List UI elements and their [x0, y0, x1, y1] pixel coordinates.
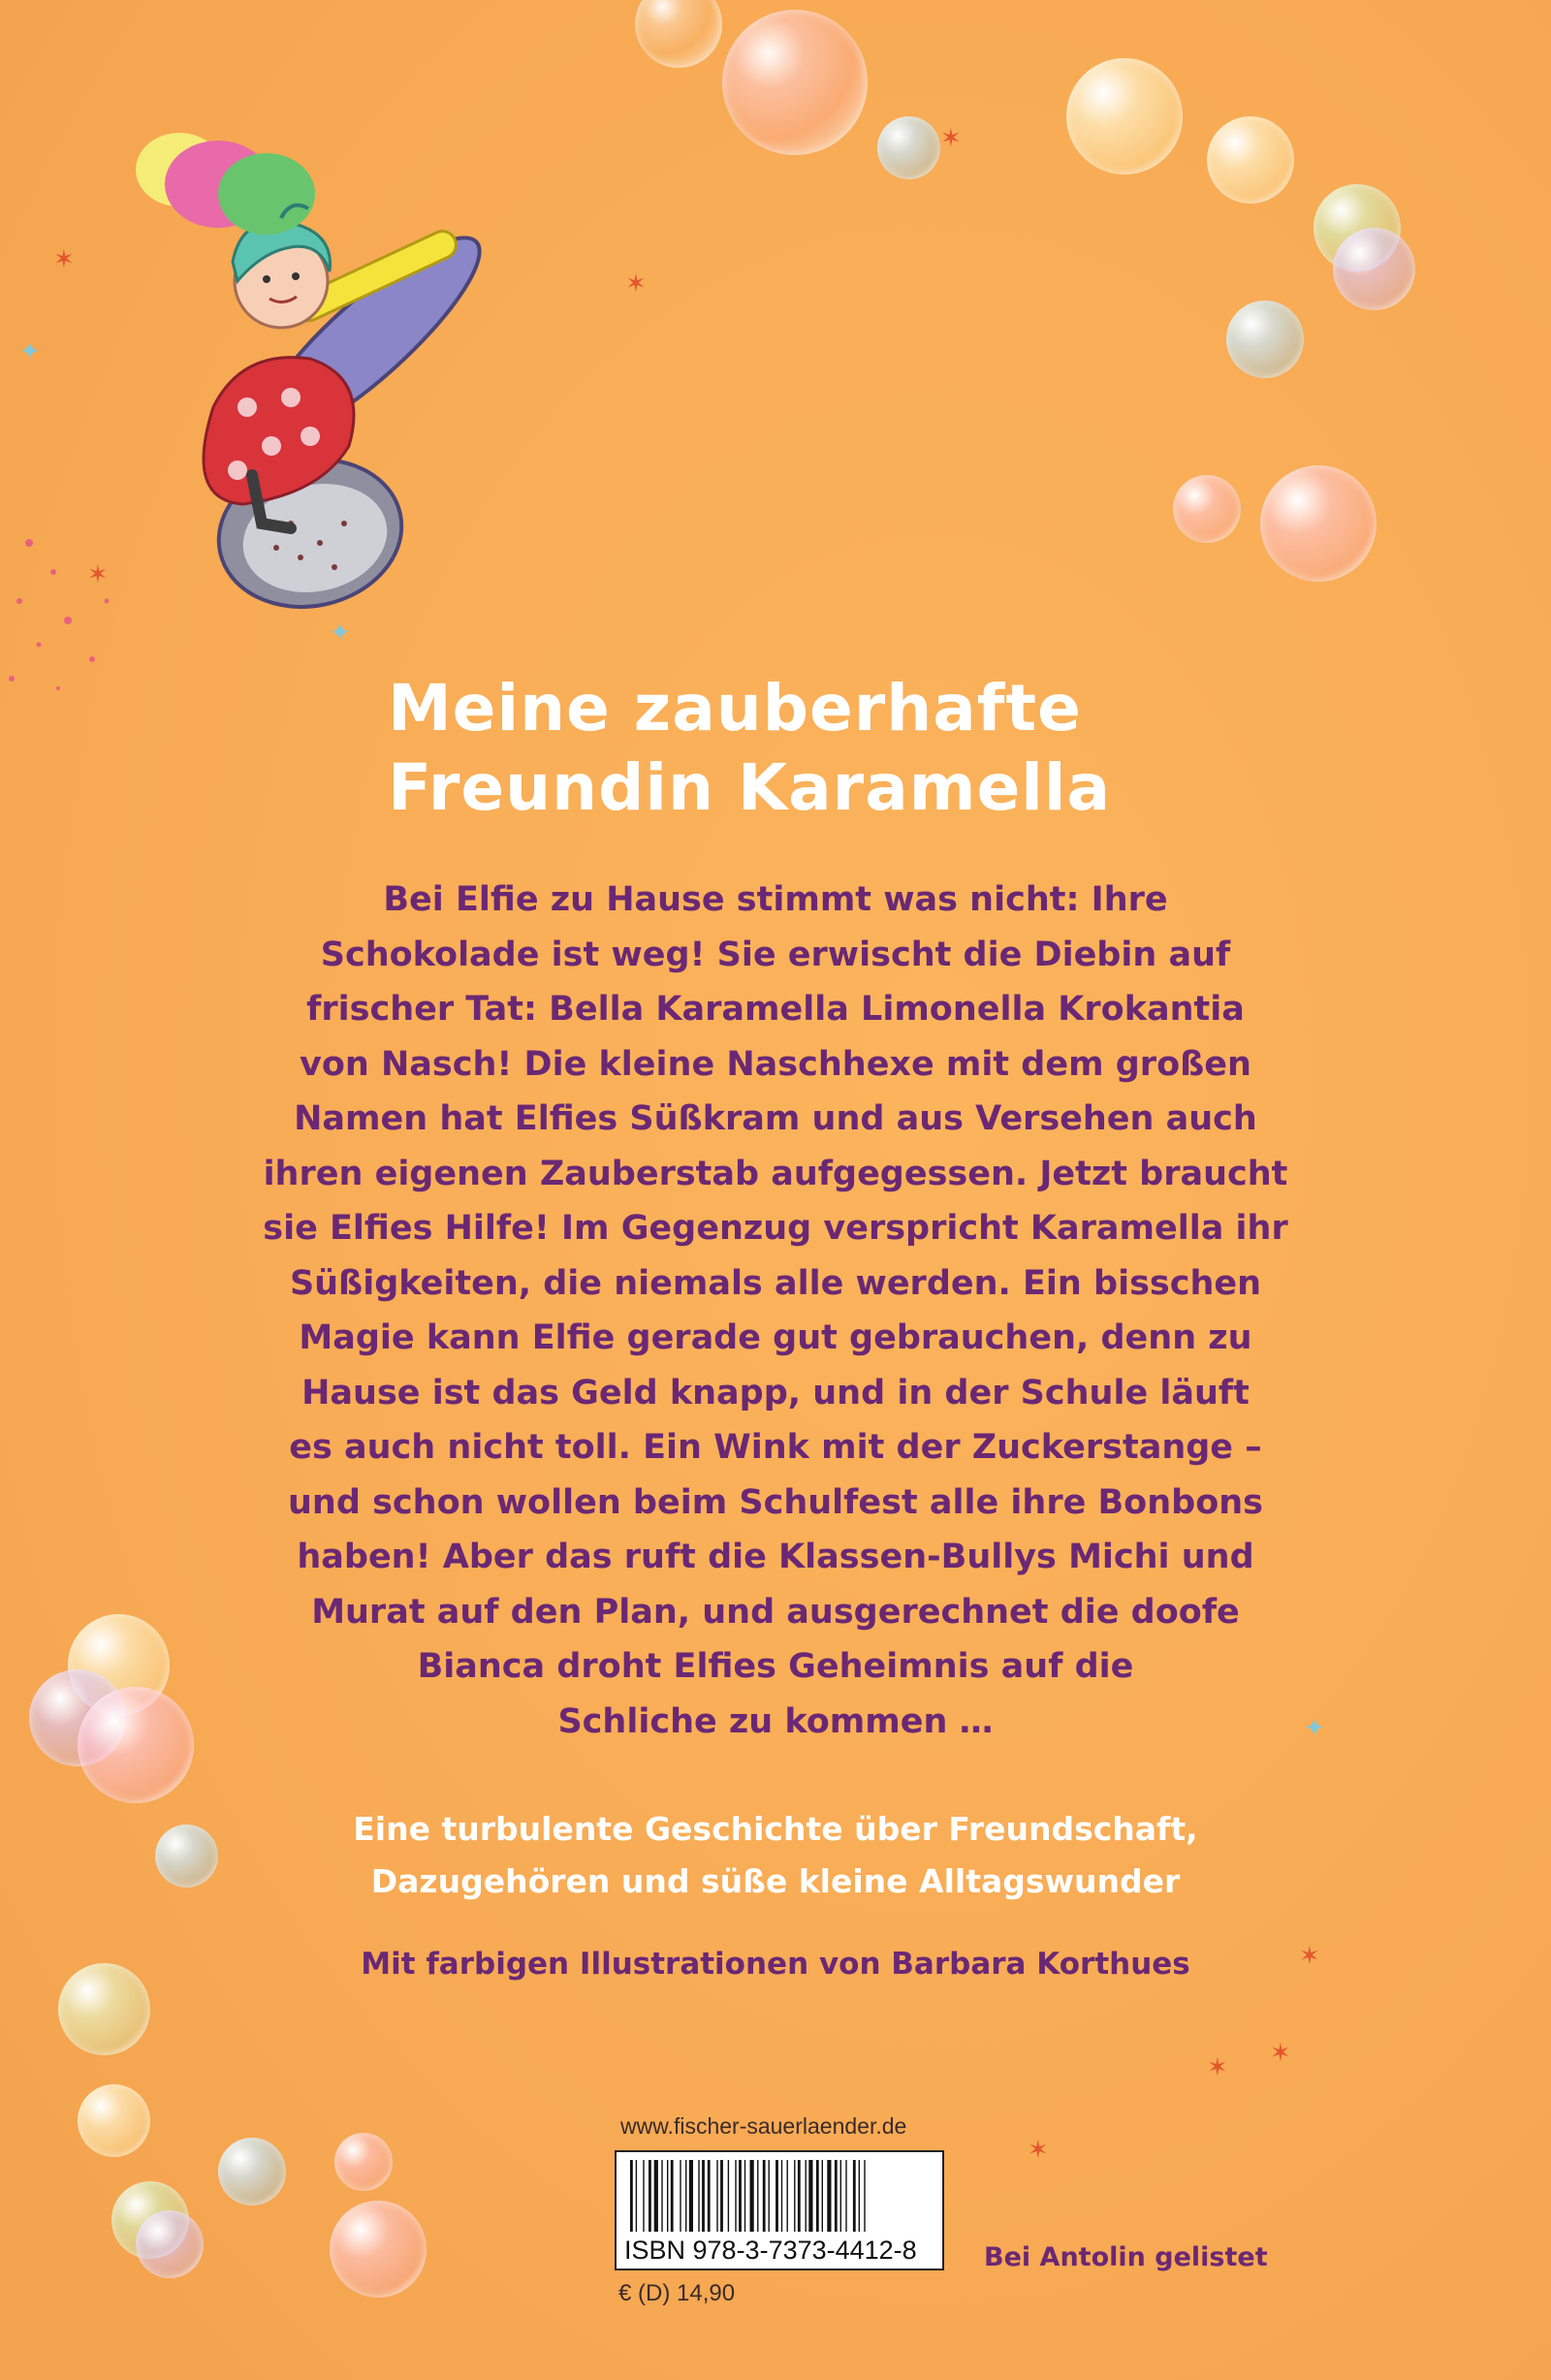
- sparkle-icon: ✶: [1028, 2136, 1049, 2165]
- witch-on-wand-illustration: [0, 116, 543, 698]
- blurb-line: es auch nicht toll. Ein Wink mit der Zuckerstange –: [289, 1428, 1262, 1467]
- tagline: [194, 1803, 1357, 1908]
- book-title-line: Meine zauberhafte: [388, 671, 1082, 746]
- sparkle-icon: ✦: [1304, 1714, 1325, 1743]
- soap-bubble: [78, 2084, 150, 2157]
- soap-bubble: [1333, 228, 1415, 310]
- blurb-line: Hause ist das Geld knapp, und in der Schule läuft: [301, 1373, 1250, 1412]
- publisher-url: www.fischer-sauerlaender.de: [620, 2113, 907, 2139]
- sparkle-icon: ✶: [87, 560, 109, 589]
- blurb-line: Schliche zu kommen …: [557, 1701, 994, 1741]
- blurb-line: sie Elfies Hilfe! Im Gegenzug verspricht Karamella ihr: [263, 1209, 1288, 1248]
- sparkle-icon: ✦: [19, 337, 41, 366]
- blurb-line: Bei Elfie zu Hause stimmt was nicht: Ihre: [383, 880, 1168, 919]
- book-blurb: [194, 873, 1357, 1749]
- tagline-line: Eine turbulente Geschichte über Freundschaft,: [353, 1810, 1198, 1848]
- illustrator-credit: Mit farbigen Illustrationen von Barbara Korthues: [361, 1947, 1190, 1982]
- soap-bubble: [334, 2133, 393, 2191]
- isbn-number: ISBN 978-3-7373-4412-8: [624, 2236, 917, 2265]
- blurb-line: und schon wollen beim Schulfest alle ihre Bonbons: [288, 1482, 1263, 1522]
- sparkle-icon: ✶: [53, 245, 75, 274]
- soap-bubble: [1066, 58, 1183, 175]
- blurb-line: Bianca droht Elfies Geheimnis auf die: [417, 1647, 1134, 1686]
- blurb-line: Namen hat Elfies Süßkram und aus Versehen auch: [294, 1099, 1257, 1138]
- book-title: [388, 669, 1260, 828]
- soap-bubble: [218, 2138, 286, 2205]
- sparkle-icon: ✶: [940, 124, 962, 153]
- soap-bubble: [1207, 116, 1294, 204]
- blurb-line: haben! Aber das ruft die Klassen-Bullys Michi und: [297, 1538, 1254, 1576]
- soap-bubble: [722, 10, 868, 155]
- blurb-line: Magie kann Elfie gerade gut gebrauchen, denn zu: [299, 1318, 1252, 1357]
- soap-bubble: [78, 1687, 194, 1803]
- price: € (D) 14,90: [618, 2280, 736, 2306]
- sparkle-icon: ✶: [1270, 2039, 1291, 2068]
- soap-bubble: [1226, 301, 1304, 378]
- blurb-line: von Nasch! Die kleine Naschhexe mit dem großen: [300, 1044, 1251, 1084]
- antolin-note: Bei Antolin gelistet: [984, 2242, 1268, 2272]
- blurb-line: Murat auf den Plan, und ausgerechnet die doofe: [311, 1592, 1240, 1632]
- blurb-line: Schokolade ist weg! Sie erwischt die Diebin auf: [320, 935, 1231, 974]
- sparkle-icon: ✶: [1207, 2053, 1228, 2082]
- soap-bubble: [136, 2210, 204, 2278]
- sparkle-icon: ✶: [1299, 1942, 1320, 1971]
- soap-bubble: [635, 0, 722, 68]
- soap-bubble: [1173, 475, 1241, 543]
- blurb-line: ihren eigenen Zauberstab aufgegessen. Jetzt braucht: [263, 1154, 1288, 1193]
- barcode: [615, 2150, 944, 2270]
- tagline-line: Dazugehören und süße kleine Alltagswunder: [370, 1862, 1181, 1900]
- soap-bubble: [1260, 465, 1377, 582]
- soap-bubble: [877, 116, 940, 179]
- sparkle-icon: ✦: [330, 619, 351, 648]
- blurb-line: frischer Tat: Bella Karamella Limonella Krokantia: [306, 990, 1245, 1029]
- blurb-line: Süßigkeiten, die niemals alle werden. Ein bisschen: [289, 1263, 1262, 1303]
- soap-bubble: [330, 2201, 427, 2298]
- book-title-line: Freundin Karamella: [388, 750, 1112, 825]
- sparkle-icon: ✶: [625, 270, 647, 299]
- barcode-bars: [626, 2160, 933, 2232]
- soap-bubble: [58, 1963, 150, 2055]
